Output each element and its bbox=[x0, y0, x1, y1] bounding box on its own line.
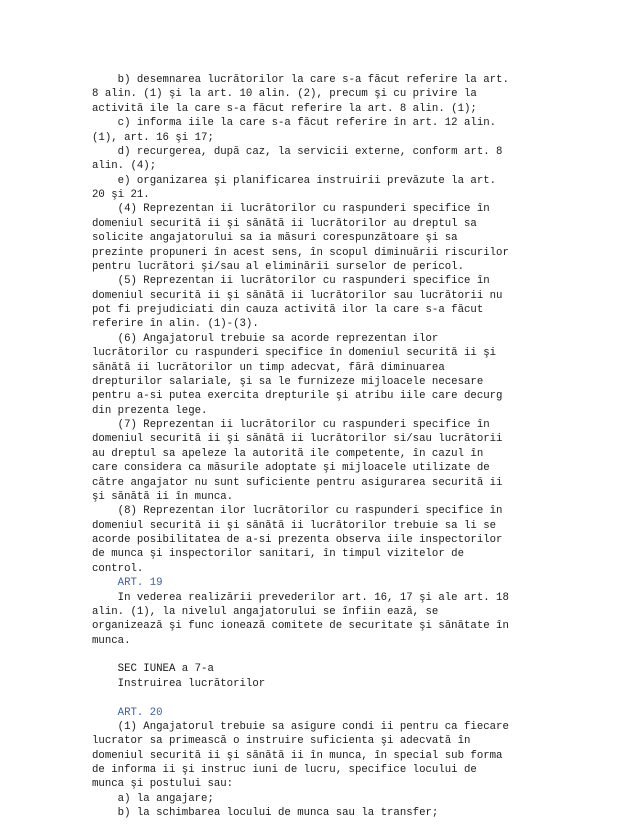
text-line: (4) Reprezentan ii lucrătorilor cu raspunderi specifice în bbox=[92, 203, 490, 216]
text-line: (1) Angajatorul trebuie sa asigure condi ii pentru ca fiecare bbox=[92, 720, 509, 733]
text-line: pentru lucrători şi/sau al eliminării surselor de pericol. bbox=[92, 260, 464, 273]
text-line: domeniul securită ii şi sănătă ii lucrătorilor au dreptul sa bbox=[92, 217, 477, 230]
text-line: (6) Angajatorul trebuie sa acorde reprezentan ilor bbox=[92, 332, 439, 345]
text-line: şi sănătă ii în munca. bbox=[92, 490, 234, 503]
text-line: sănătă ii lucrătorilor un timp adecvat, fără diminuarea bbox=[92, 361, 445, 374]
text-line: d) recurgerea, după caz, la servicii externe, conform art. 8 bbox=[92, 145, 503, 158]
blank-line bbox=[92, 648, 632, 662]
document-text bbox=[92, 73, 632, 821]
text-line: către angajator nu sunt suficiente pentru asigurarea securită ii bbox=[92, 476, 503, 489]
text-line: b) la schimbarea locului de munca sau la transfer; bbox=[92, 807, 439, 820]
text-line: prezinte propuneri în acest sens, în scopul diminuării riscurilor bbox=[92, 246, 509, 259]
text-line: drepturilor salariale, şi sa le furnizeze mijloacele necesare bbox=[92, 375, 484, 388]
article-heading: ART. 20 bbox=[92, 706, 163, 719]
text-line: organizează şi func ionează comitete de securitate şi sănătate în bbox=[92, 620, 509, 633]
text-line: domeniul securită ii şi sănătă ii lucrătorilor si/sau lucrătorii bbox=[92, 433, 503, 446]
text-line: lucrătorilor cu raspunderi specifice în domeniul securită ii şi bbox=[92, 347, 497, 360]
text-line: (5) Reprezentan ii lucrătorilor cu raspunderi specifice în bbox=[92, 275, 490, 288]
text-line: 8 alin. (1) şi la art. 10 alin. (2), precum şi cu privire la bbox=[92, 88, 477, 101]
text-line: c) informa iile la care s-a făcut referire în art. 12 alin. bbox=[92, 117, 497, 130]
text-line: pot fi prejudiciati din cauza activită ilor la care s-a făcut bbox=[92, 304, 484, 316]
text-line: (8) Reprezentan ilor lucrătorilor cu raspunderi specifice în bbox=[92, 505, 503, 518]
text-line: (1), art. 16 şi 17; bbox=[92, 131, 214, 144]
text-line: lucrator sa primească o instruire suficienta şi adecvată în bbox=[92, 735, 471, 748]
section-heading: SEC IUNEA a 7-a bbox=[92, 663, 214, 676]
text-line: In vederea realizării prevederilor art. 16, 17 şi ale art. 18 bbox=[92, 591, 509, 604]
text-line: de informa ii şi instruc iuni de lucru, specifice locului de bbox=[92, 764, 477, 776]
text-line: alin. (4); bbox=[92, 160, 157, 173]
text-line: a) la angajare; bbox=[92, 792, 214, 805]
text-line: au dreptul sa apeleze la autorită ile competente, în cazul în bbox=[92, 447, 484, 460]
text-line: pentru a-si putea exercita drepturile şi atribu iile care decurg bbox=[92, 390, 503, 403]
text-line: de munca şi inspectorilor sanitari, în timpul vizitelor de bbox=[92, 548, 464, 561]
text-line: (7) Reprezentan ii lucrătorilor cu raspunderi specifice în bbox=[92, 419, 490, 431]
text-line: din prezenta lege. bbox=[92, 404, 208, 417]
text-line: acorde posibilitatea de a-si prezenta observa iile inspectorilor bbox=[92, 534, 503, 546]
blank-line bbox=[92, 691, 632, 705]
text-line: care considera ca măsurile adoptate şi mijloacele utilizate de bbox=[92, 462, 490, 475]
text-line: activită ile la care s-a făcut referire la art. 8 alin. (1); bbox=[92, 102, 477, 115]
text-line: b) desemnarea lucrătorilor la care s-a făcut referire la art. bbox=[92, 74, 509, 86]
text-line: solicite angajatorului sa ia măsuri corespunzătoare şi sa bbox=[92, 232, 458, 245]
text-line: domeniul securită ii şi sănătă ii lucrătorilor trebuie sa li se bbox=[92, 519, 497, 532]
text-line: domeniul securită ii şi sănătă ii lucrătorilor sau lucrătorii nu bbox=[92, 289, 503, 302]
text-line: 20 şi 21. bbox=[92, 189, 150, 201]
article-heading: ART. 19 bbox=[92, 577, 163, 590]
text-line: munca. bbox=[92, 634, 131, 647]
text-line: alin. (1), la nivelul angajatorului se înfiin ează, se bbox=[92, 605, 439, 618]
text-line: referire în alin. (1)-(3). bbox=[92, 318, 259, 331]
text-line: e) organizarea şi planificarea instruirii prevăzute la art. bbox=[92, 174, 497, 187]
text-line: domeniul securită ii şi sănătă ii în munca, în special sub forma bbox=[92, 749, 503, 762]
text-line: munca şi postului sau: bbox=[92, 778, 234, 791]
section-heading: Instruirea lucrătorilor bbox=[92, 677, 266, 690]
text-line: control. bbox=[92, 562, 144, 575]
